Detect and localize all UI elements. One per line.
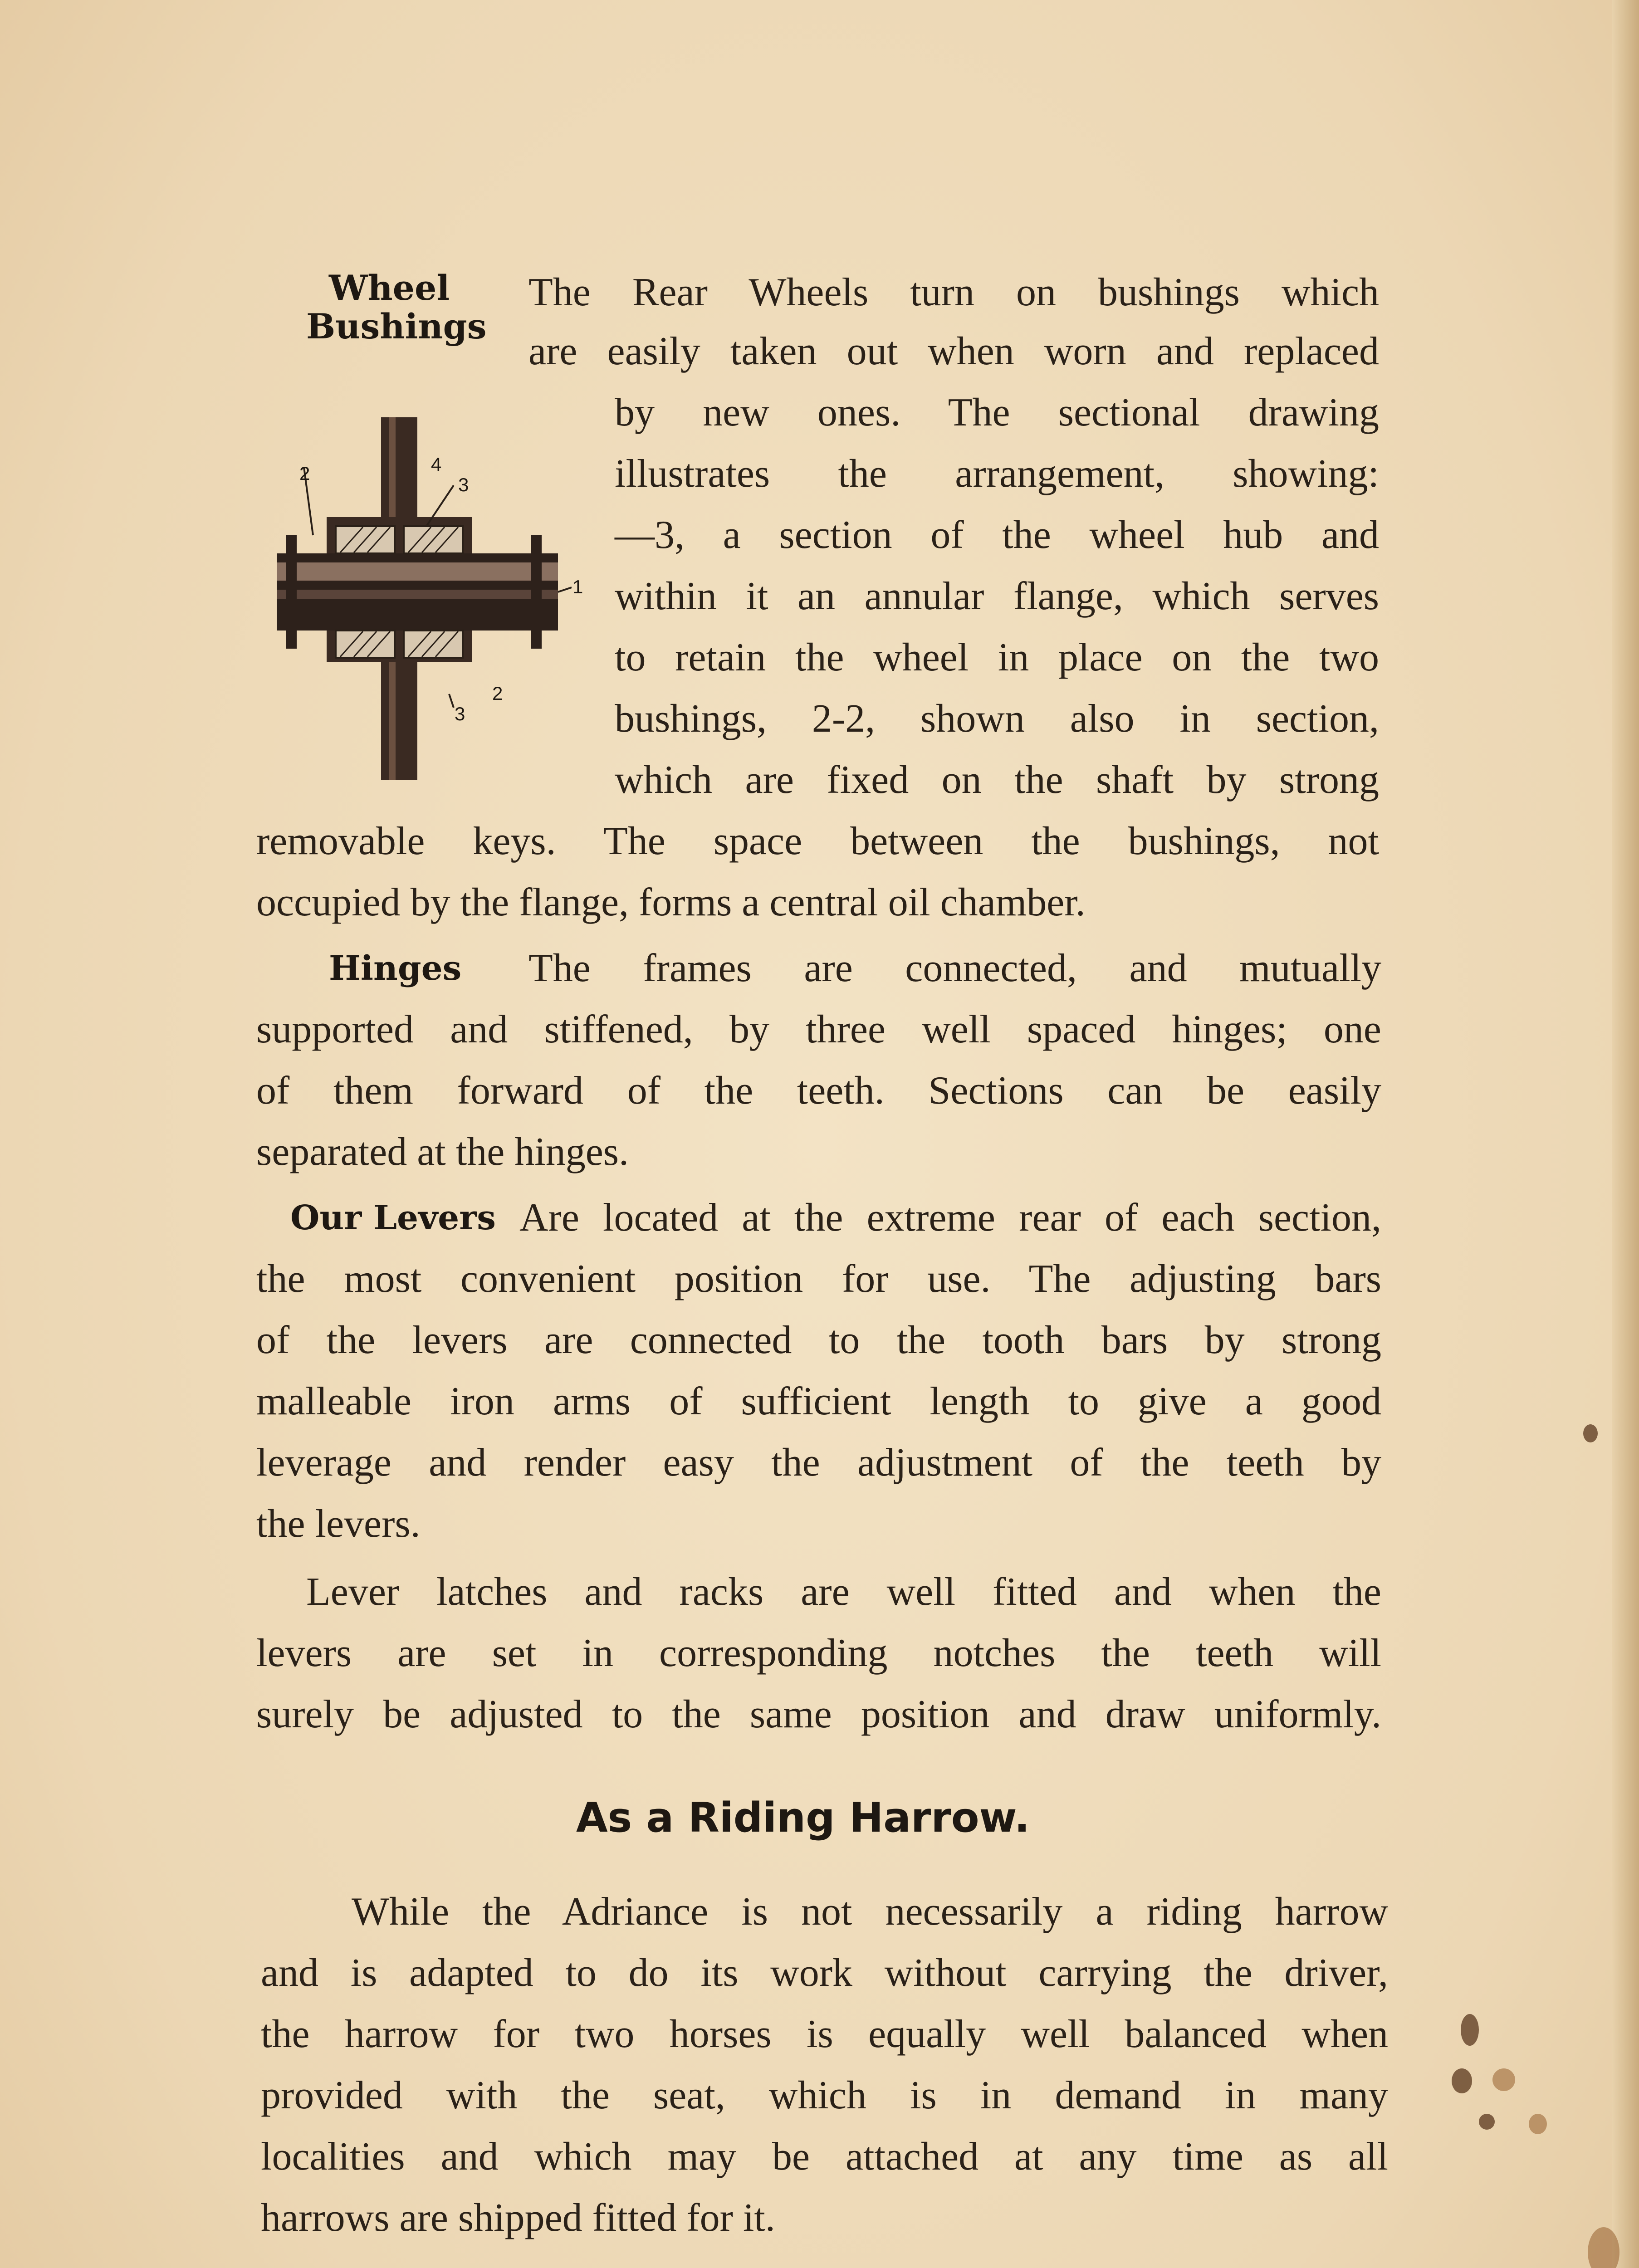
- figure-label: 2: [492, 683, 503, 704]
- text-line: bushings, 2-2, shown also in section,: [615, 697, 1379, 741]
- text-line: the most convenient position for use. The adjusting bars: [256, 1257, 1381, 1301]
- ink-spot: [1461, 2014, 1479, 2046]
- text-line: which are fixed on the shaft by strong: [615, 758, 1379, 802]
- text-line: localities and which may be attached at any time as all: [261, 2135, 1388, 2179]
- sidehead-bushings: Bushings: [306, 306, 487, 347]
- text-line: leverage and render easy the adjustment of the teeth by: [256, 1441, 1381, 1485]
- text-line: While the Adriance is not necessarily a riding harrow: [352, 1890, 1388, 1934]
- text-line: the harrow for two horses is equally well balanced when: [261, 2012, 1388, 2056]
- figure-label: 3: [458, 474, 469, 495]
- text-line: the levers.: [256, 1502, 421, 1546]
- text-line: The Rear Wheels turn on bushings which: [528, 270, 1379, 314]
- text-line: levers are set in corresponding notches the teeth will: [256, 1631, 1381, 1675]
- text-line: surely be adjusted to the same position and draw uniformly.: [256, 1692, 1381, 1736]
- text-line: within it an annular flange, which serves: [615, 574, 1379, 618]
- text-line: removable keys. The space between the bushings, not: [256, 819, 1379, 863]
- text-line: to retain the wheel in place on the two: [615, 635, 1379, 679]
- bushing-diagram: [245, 417, 590, 780]
- text-line: —3, a section of the wheel hub and: [615, 513, 1379, 557]
- sidehead-hinges: Hinges: [329, 949, 462, 988]
- sidehead-wheel: Wheel: [329, 268, 450, 308]
- text-line: harrows are shipped fitted for it.: [261, 2196, 775, 2240]
- text-line: [290, 1195, 1381, 1241]
- text-line: are easily taken out when worn and replaced: [528, 329, 1379, 373]
- bushing-section-drawing: [245, 417, 590, 780]
- text-line: provided with the seat, which is in demand in many: [261, 2073, 1388, 2117]
- text-line: Are located at the extreme rear of each section,: [519, 1196, 1381, 1240]
- text-line: separated at the hinges.: [256, 1130, 629, 1174]
- text-line: malleable iron arms of sufficient length to give a good: [256, 1379, 1381, 1423]
- ink-spot: [1583, 1424, 1598, 1442]
- text-line: [329, 946, 1381, 991]
- figure-label: 4: [431, 454, 442, 475]
- ink-spot: [1479, 2114, 1495, 2130]
- text-line: and is adapted to do its work without carrying the driver,: [261, 1951, 1388, 1995]
- ink-spot: [1529, 2114, 1547, 2134]
- text-line: illustrates the arrangement, showing:: [615, 452, 1379, 496]
- section-heading: As a Riding Harrow.: [576, 1794, 1030, 1842]
- ink-spot: [1452, 2068, 1472, 2093]
- text-line: of them forward of the teeth. Sections can be easily: [256, 1069, 1381, 1113]
- text-line: Lever latches and racks are well fitted and when the: [306, 1570, 1381, 1614]
- text-line: of the levers are connected to the tooth bars by strong: [256, 1318, 1381, 1362]
- ink-spot: [1492, 2068, 1515, 2091]
- text-line: supported and stiffened, by three well spaced hinges; one: [256, 1007, 1381, 1051]
- figure-label: 3: [455, 703, 465, 724]
- text-line: by new ones. The sectional drawing: [615, 391, 1379, 435]
- figure-label: 1: [572, 576, 583, 597]
- sidehead-levers: Our Levers: [290, 1198, 496, 1237]
- text-line: occupied by the flange, forms a central oil chamber.: [256, 880, 1086, 924]
- figure-label: 2: [299, 463, 310, 484]
- text-line: The frames are connected, and mutually: [528, 946, 1381, 990]
- page-edge: [1612, 0, 1639, 2268]
